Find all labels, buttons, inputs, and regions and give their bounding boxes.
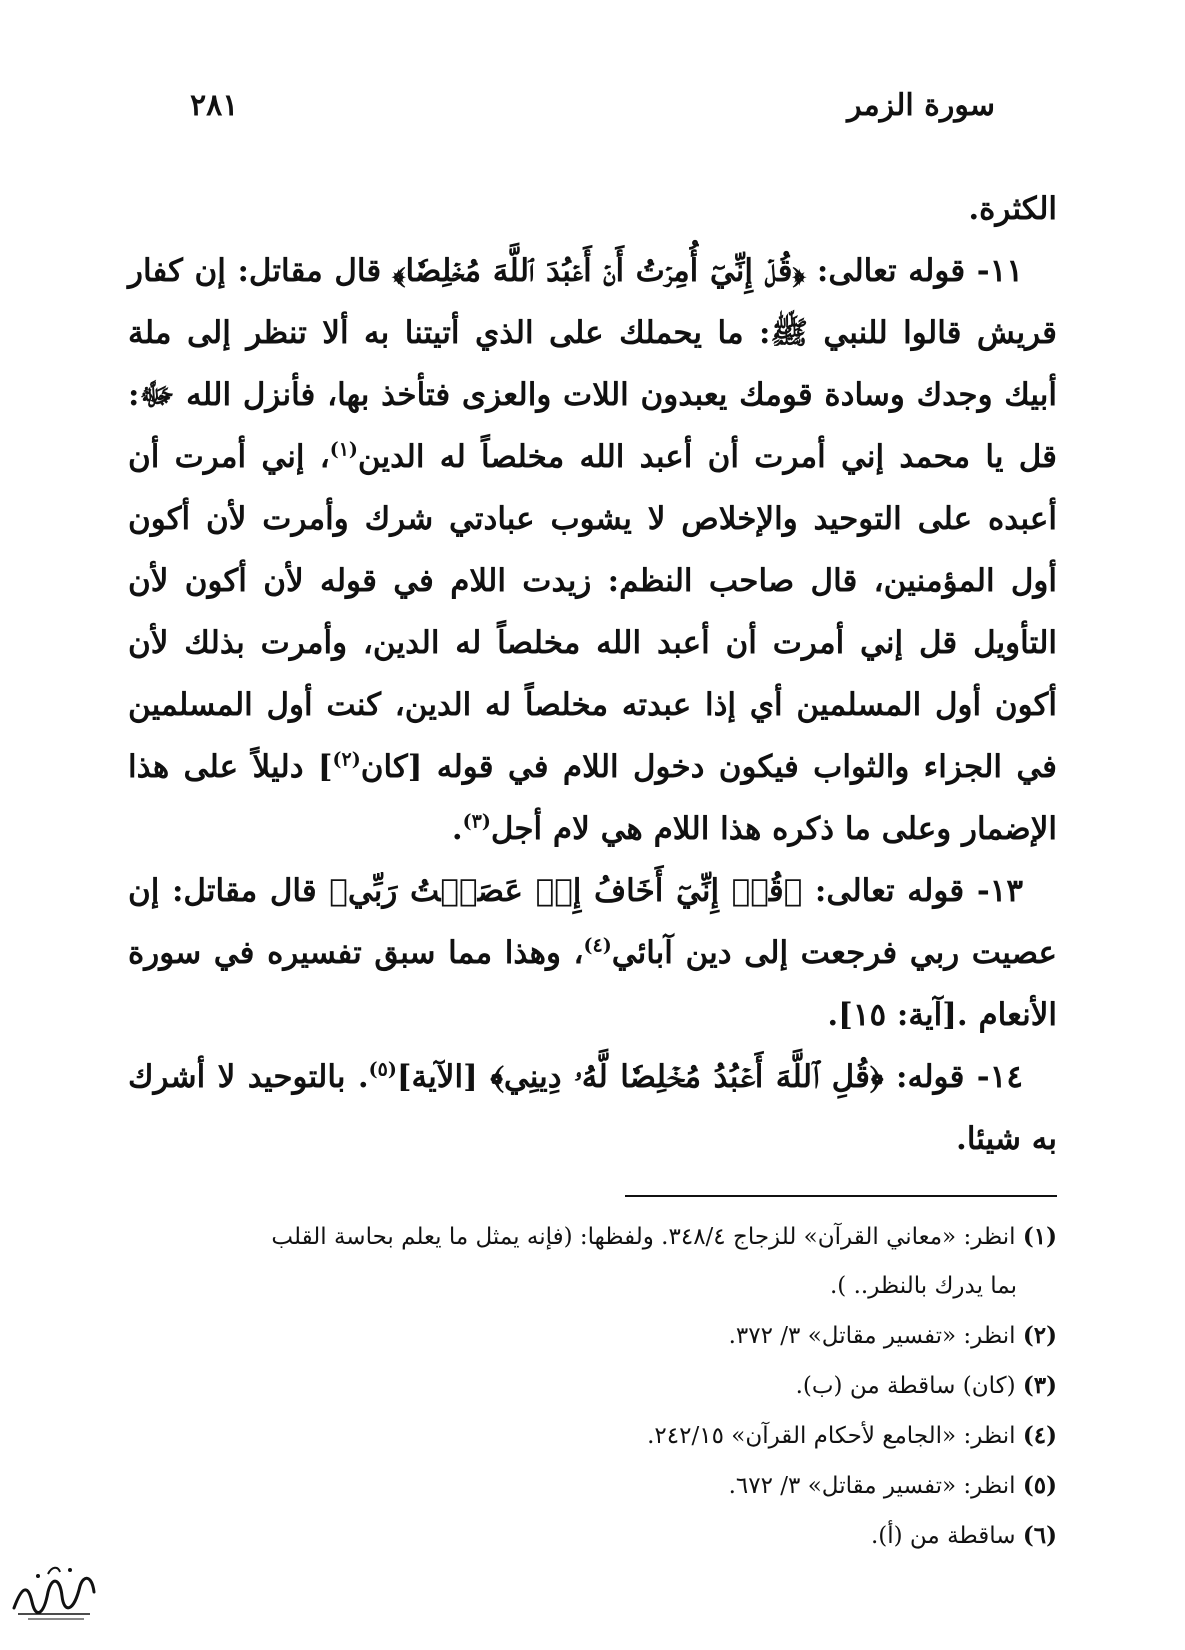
verse-14-lead: ١٤- قوله: ﴿قُلِ ٱللَّهَ أَعۡبُدُ مُخۡلِصٗا لَّهُۥ دِينِي﴾ [الآية] <box>396 1059 1023 1095</box>
footnote-text: (كان) ساقطة من (ب). <box>795 1373 1016 1399</box>
paragraph-verse-11 <box>128 240 1057 860</box>
surah-title: سورة الزمر <box>847 88 995 123</box>
footnotes <box>128 1212 1057 1561</box>
verse-11-mid2: ] دليلاً على هذا الإضمار وعلى ما ذكره هذا اللام هي لام أجل <box>128 749 1057 847</box>
footnote-2 <box>128 1311 1057 1361</box>
running-header <box>190 88 995 138</box>
footnote-3 <box>128 1361 1057 1411</box>
verse-11-mid: ، إني أمرت أن أعبده على التوحيد والإخلاص لا يشوب عبادتي شرك وأمرت لأن أكون أول المؤمنين، قال صاحب النظم: زيدت اللام في قوله لأن أكون لأن التأويل قل إني أمرت أن أعبد الله مخلصاً له الدين، وأمرت بذلك لأن أكون أول المسلمين أي إذا عبدته مخلصاً له الدين، كنت أول المسلمين في الجزاء والثواب فيكون دخول اللام في قوله [كان <box>128 439 1057 785</box>
paragraph-verse-14 <box>128 1046 1057 1170</box>
footnote-text-cont: بما يدرك بالنظر.. ). <box>830 1273 1017 1299</box>
verse-11-lead: ١١- قوله تعالى: ﴿قُلۡ إِنِّيٓ أُمِرۡتُ أَنۡ أَعۡبُدَ ٱللَّهَ مُخۡلِصٗا﴾ قال مقاتل: إن كفار قريش قالوا للنبي ﷺ: ما يحملك على الذي أتيتنا به ألا تنظر إلى ملة أبيك وجدك وسادة قومك يعبدون اللات والعزى فتأخذ بها، فأنزل الله ﷻ: قل يا محمد إني أمرت أن أعبد الله مخلصاً له الدين <box>128 253 1057 475</box>
footnote-number: (٦) <box>1022 1522 1057 1549</box>
footnote-number: (٥) <box>1022 1472 1057 1499</box>
footnote-1 <box>128 1212 1057 1262</box>
publisher-logo-icon <box>8 1556 100 1624</box>
verse-11-end: . <box>451 811 463 847</box>
footnote-5 <box>128 1461 1057 1511</box>
footnote-text: انظر: «معاني القرآن» للزجاج ٣٤٨/٤. ولفظها: (فإنه يمثل ما يعلم بحاسة القلب <box>271 1224 1016 1250</box>
main-text <box>128 178 1057 1170</box>
footnote-text: ساقطة من (أ). <box>870 1523 1016 1549</box>
footnote-6 <box>128 1511 1057 1561</box>
footnote-4 <box>128 1411 1057 1461</box>
footnote-number: (٢) <box>1022 1322 1057 1349</box>
footnote-text: انظر: «تفسير مقاتل» ٣/ ٣٧٢. <box>728 1323 1016 1349</box>
text-kathra: الكثرة. <box>968 191 1057 227</box>
verse-13-end: ، وهذا مما سبق تفسيره في سورة الأنعام .[آية: ١٥]. <box>128 935 1057 1033</box>
footnote-ref-5: (٥) <box>368 1058 397 1081</box>
footnote-ref-3: (٣) <box>462 810 491 833</box>
verse-14-end: . بالتوحيد لا أشرك به شيئا. <box>128 1059 1057 1157</box>
footnote-number: (١) <box>1022 1223 1057 1250</box>
paragraph-kathra <box>128 178 1057 240</box>
footnote-1-continuation <box>128 1262 1057 1311</box>
footnote-ref-1: (١) <box>329 438 358 461</box>
footnote-number: (٤) <box>1022 1422 1057 1449</box>
verse-13-lead: ١٣- قوله تعالى: ﴿قُلۡ إِنِّيٓ أَخَافُ إِنۡ عَصَيۡتُ رَبِّي﴾ قال مقاتل: إن عصيت ربي فرجعت إلى دين آبائي <box>128 873 1057 971</box>
footnote-text: انظر: «تفسير مقاتل» ٣/ ٦٧٢. <box>728 1473 1016 1499</box>
footnote-ref-4: (٤) <box>583 934 612 957</box>
footnote-divider <box>625 1195 1057 1197</box>
footnote-text: انظر: «الجامع لأحكام القرآن» ٢٤٢/١٥. <box>647 1423 1016 1449</box>
paragraph-verse-13 <box>128 860 1057 1046</box>
footnote-ref-2: (٢) <box>332 748 361 771</box>
footnote-number: (٣) <box>1022 1372 1057 1399</box>
page-number: ٢٨١ <box>190 88 239 123</box>
